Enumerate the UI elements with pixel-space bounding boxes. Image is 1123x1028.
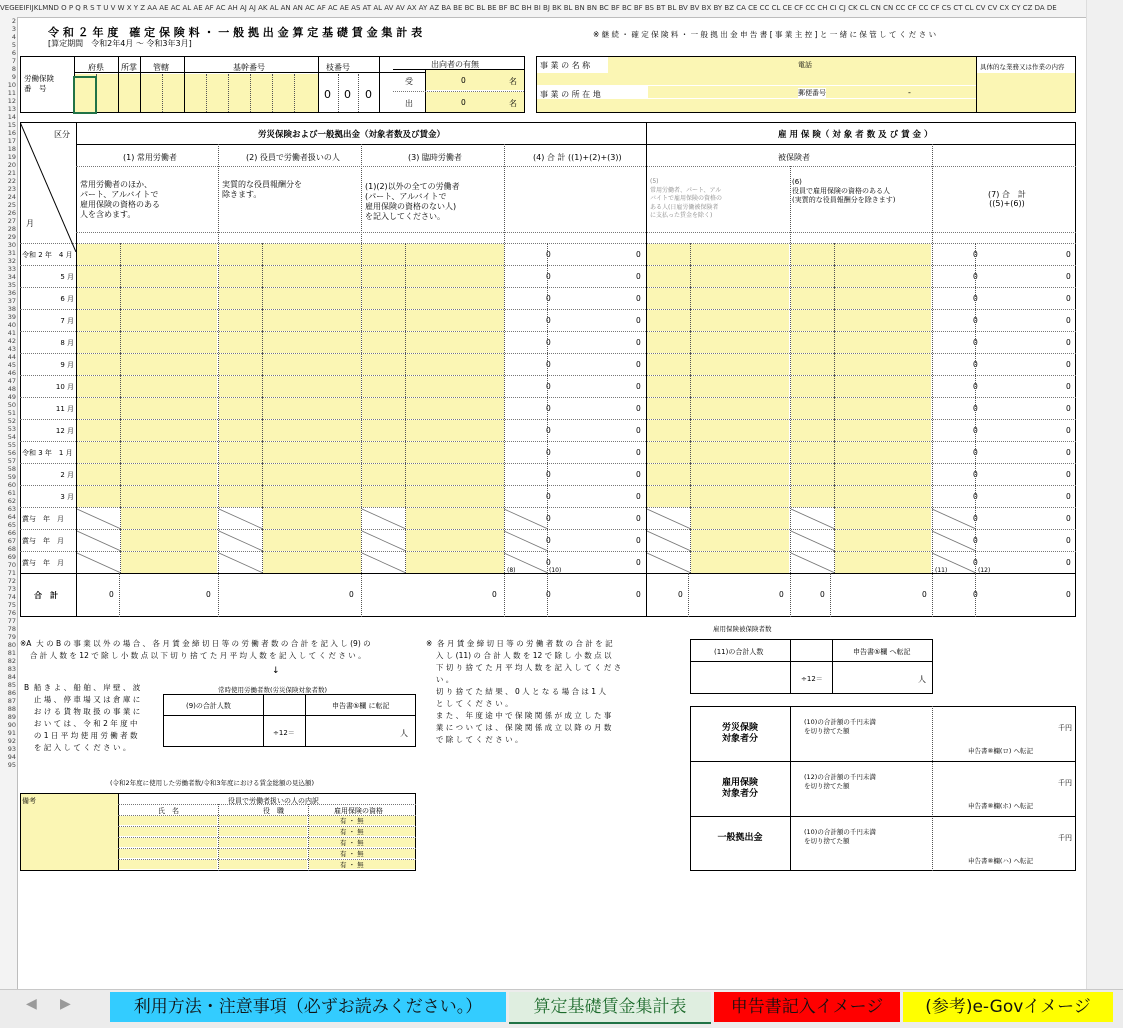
selected-cell[interactable] bbox=[73, 76, 97, 114]
total-zero-value: 0 bbox=[109, 590, 114, 599]
wage-input-cell[interactable] bbox=[406, 508, 504, 529]
business-content-input[interactable] bbox=[977, 73, 1075, 112]
dispatch-in-label: 受 bbox=[405, 77, 413, 86]
business-name-input[interactable] bbox=[608, 57, 976, 73]
zero-value: 0 bbox=[546, 338, 551, 347]
wage-input-cell[interactable] bbox=[219, 376, 361, 397]
zero-value: 0 bbox=[636, 360, 641, 369]
wage-input-cell[interactable] bbox=[647, 486, 789, 507]
zero-value: 0 bbox=[1066, 272, 1071, 281]
month-row-label: 10 月 bbox=[55, 383, 74, 391]
zero-value: 0 bbox=[636, 492, 641, 501]
zero-value: 0 bbox=[1066, 404, 1071, 413]
zero-value: 0 bbox=[1066, 360, 1071, 369]
wage-input-cell[interactable] bbox=[77, 464, 217, 485]
wage-input-cell[interactable] bbox=[77, 332, 217, 353]
zero-value: 0 bbox=[636, 448, 641, 457]
wage-input-cell[interactable] bbox=[835, 530, 931, 551]
wage-input-cell[interactable] bbox=[791, 244, 931, 265]
month-row-label: 5 月 bbox=[60, 273, 74, 281]
qualification-value: 有 ・ 無 bbox=[340, 861, 364, 869]
col1-desc: 常用労働者のほか、 パート、アルバイトで 雇用保険の資格のある 人を含めます。 bbox=[80, 180, 160, 219]
officers-col-name: 氏 名 bbox=[158, 807, 179, 815]
wage-input-cell[interactable] bbox=[835, 508, 931, 529]
wage-input-cell[interactable] bbox=[647, 310, 789, 331]
zero-value: 0 bbox=[973, 558, 978, 567]
dispatch-out-value: 0 bbox=[461, 98, 466, 107]
col-kankatsu: 管轄 bbox=[153, 63, 169, 72]
wage-input-cell[interactable] bbox=[691, 530, 789, 551]
col-prefecture: 府県 bbox=[88, 63, 104, 72]
zero-value: 0 bbox=[1066, 250, 1071, 259]
remarks-label: 備考 bbox=[22, 797, 36, 805]
wage-input-cell[interactable] bbox=[362, 442, 504, 463]
wage-input-cell[interactable] bbox=[77, 398, 217, 419]
month-row-label: 8 月 bbox=[60, 339, 74, 347]
zero-value: 0 bbox=[546, 492, 551, 501]
header-diagonal bbox=[20, 122, 76, 252]
zero-value: 0 bbox=[636, 536, 641, 545]
wage-input-cell[interactable] bbox=[647, 354, 789, 375]
summary-transfer: 申告書⑧欄(ホ) へ転記 bbox=[968, 802, 1033, 810]
zero-value: 0 bbox=[546, 360, 551, 369]
total-zero-value: 0 bbox=[349, 590, 354, 599]
col3-header: (3) 臨時労働者 bbox=[408, 153, 462, 162]
mark-10: (10) bbox=[549, 567, 562, 574]
wage-input-cell[interactable] bbox=[219, 266, 361, 287]
wage-input-cell[interactable] bbox=[362, 376, 504, 397]
hatched-cell bbox=[77, 507, 121, 529]
wage-input-cell[interactable] bbox=[791, 376, 931, 397]
qualification-value: 有 ・ 無 bbox=[340, 850, 364, 858]
month-row-label: 12 月 bbox=[55, 427, 74, 435]
col6-desc: (6) 役員で雇用保険の資格のある人 (実質的な役員報酬分を除きます) bbox=[792, 178, 896, 204]
officer-position-input[interactable] bbox=[219, 838, 307, 847]
hatched-cell bbox=[504, 529, 548, 551]
col2-header: (2) 役員で労働者扱いの人 bbox=[246, 153, 340, 162]
wage-input-cell[interactable] bbox=[263, 552, 361, 573]
zero-value: 0 bbox=[973, 492, 978, 501]
phone-label: 電話 bbox=[798, 61, 812, 69]
month-row-label: 令和 2 年 4 月 bbox=[22, 251, 73, 259]
hatched-cell bbox=[362, 529, 406, 551]
month-row-label: 3 月 bbox=[60, 493, 74, 501]
wage-input-cell[interactable] bbox=[791, 486, 931, 507]
hatched-cell bbox=[77, 551, 121, 573]
zip-label: 郵便番号 bbox=[798, 89, 826, 97]
zero-value: 0 bbox=[636, 338, 641, 347]
total-zero-value: 0 bbox=[678, 590, 683, 599]
total-zero-value: 0 bbox=[922, 590, 927, 599]
zero-value: 0 bbox=[1066, 470, 1071, 479]
col3-desc: (1)(2)以外の全ての労働者 (パート、アルバイトで 雇用保険の資格のない人) を記入してください。 bbox=[365, 182, 460, 221]
hatched-cell bbox=[647, 529, 691, 551]
zero-value: 0 bbox=[636, 558, 641, 567]
zero-value: 0 bbox=[973, 448, 978, 457]
hatched-cell bbox=[219, 507, 263, 529]
total-zero-value: 0 bbox=[546, 590, 551, 599]
dispatch-in-unit: 名 bbox=[509, 77, 517, 86]
zero-value: 0 bbox=[973, 250, 978, 259]
wage-input-cell[interactable] bbox=[263, 508, 361, 529]
vertical-scrollbar[interactable] bbox=[1086, 0, 1123, 989]
dispatch-out-unit: 名 bbox=[509, 99, 517, 108]
col5-desc: (5) 常用労働者、パート、アル バイトで雇用保険の資格の ある人(日雇労働被保険者 に支払った賃金を除く) bbox=[650, 178, 723, 219]
summary-desc: (10)の合計額の千円未満 を切り捨てた額 bbox=[804, 718, 876, 735]
hatched-cell bbox=[362, 507, 406, 529]
month-label: 月 bbox=[26, 219, 34, 228]
wage-input-cell[interactable] bbox=[77, 354, 217, 375]
wage-input-cell[interactable] bbox=[219, 244, 361, 265]
zero-value: 0 bbox=[546, 448, 551, 457]
wage-input-cell[interactable] bbox=[121, 508, 217, 529]
sheet-tab-bar bbox=[0, 989, 1123, 1028]
wage-input-cell[interactable] bbox=[791, 354, 931, 375]
note-c: ※ 各 月 賃 金 締 切 日 等 の 労 働 者 数 の 合 計 を 記 入 し (11) の 合 計 人 数 を 12 で 除 し 小 数 点 以 下 切 り 捨 て た 月 平 均 人 数 を 記 入 し て く だ さ い 。 切 り 捨 て た 結 果 、 0 人 と な る 場 合 は 1 人 と し て く だ さ い 。 ま た 、 年 度 途 中 で 保 険 関 係 が 成 立 し た 事 業 に つ い て は 、 保 険 関 係 成 立 以 降 の 月 数 で 除 し て く だ さ い 。 bbox=[426, 639, 622, 744]
zero-value: 0 bbox=[1066, 316, 1071, 325]
employment-insurance-title: 雇 用 保 険（ 対 象 者 数 及 び 賃 金 ） bbox=[778, 130, 933, 140]
hatched-cell bbox=[791, 551, 835, 573]
wage-input-cell[interactable] bbox=[791, 266, 931, 287]
month-row-label: 賞与 年 月 bbox=[22, 559, 64, 567]
dispatch-out-label: 出 bbox=[405, 99, 413, 108]
wage-input-cell[interactable] bbox=[77, 442, 217, 463]
business-name-input-2[interactable] bbox=[537, 73, 976, 85]
officer-name-input[interactable] bbox=[119, 816, 217, 825]
keep-note: ※ 継 続 ・ 確 定 保 険 料 ・ 一 般 拠 出 金 申 告 書 [ 事 業 主 控 ] と 一 緒 に 保 管 し て く だ さ い bbox=[593, 30, 937, 39]
business-content-label: 具体的な業務又は作業の内容 bbox=[980, 63, 1065, 71]
wage-input-cell[interactable] bbox=[219, 464, 361, 485]
hatched-cell bbox=[932, 507, 976, 529]
wage-input-cell[interactable] bbox=[77, 486, 217, 507]
zero-value: 0 bbox=[546, 316, 551, 325]
hatched-cell bbox=[647, 507, 691, 529]
officer-position-input[interactable] bbox=[219, 827, 307, 836]
summary-label: 労災保険 対象者分 bbox=[721, 723, 758, 744]
business-name-label: 事 業 の 名 称 bbox=[540, 61, 591, 70]
note-arrow: ↓ bbox=[272, 666, 280, 676]
zero-value: 0 bbox=[973, 426, 978, 435]
month-row-label: 6 月 bbox=[60, 295, 74, 303]
wage-input-cell[interactable] bbox=[362, 354, 504, 375]
hatched-cell bbox=[77, 529, 121, 551]
wage-input-cell[interactable] bbox=[647, 420, 789, 441]
wage-input-cell[interactable] bbox=[362, 464, 504, 485]
dispatch-title: 出向者の有無 bbox=[431, 60, 479, 69]
zero-value: 0 bbox=[636, 316, 641, 325]
wage-input-cell[interactable] bbox=[219, 354, 361, 375]
zero-value: 0 bbox=[973, 470, 978, 479]
wage-input-cell[interactable] bbox=[121, 530, 217, 551]
wage-input-cell[interactable] bbox=[219, 442, 361, 463]
tab-wage-summary[interactable]: 算定基礎賃金集計表 bbox=[509, 992, 711, 1024]
emp-avg-div: ÷12＝ bbox=[801, 675, 823, 683]
summary-unit: 千円 bbox=[1058, 834, 1072, 842]
total-zero-value: 0 bbox=[636, 590, 641, 599]
officer-name-input[interactable] bbox=[119, 860, 217, 869]
mark-8: (8) bbox=[507, 567, 516, 574]
wage-input-cell[interactable] bbox=[77, 420, 217, 441]
tab-scroll-left-icon[interactable]: ◀ bbox=[26, 996, 37, 1012]
zero-value: 0 bbox=[636, 470, 641, 479]
wage-input-cell[interactable] bbox=[791, 310, 931, 331]
officers-col-qualification: 雇用保険の資格 bbox=[334, 807, 383, 815]
emp-avg-unit: 人 bbox=[918, 675, 926, 684]
col-kikan: 基幹番号 bbox=[233, 63, 265, 72]
summary-desc: (12)の合計額の千円未満 を切り捨てた額 bbox=[804, 773, 876, 790]
hatched-cell bbox=[791, 529, 835, 551]
zero-value: 0 bbox=[546, 558, 551, 567]
hatched-cell bbox=[647, 551, 691, 573]
col-branch: 枝番号 bbox=[326, 63, 350, 72]
branch-digit-1: 0 bbox=[324, 88, 331, 101]
wage-input-cell[interactable] bbox=[219, 486, 361, 507]
hatched-cell bbox=[932, 529, 976, 551]
zero-value: 0 bbox=[973, 338, 978, 347]
officer-position-input[interactable] bbox=[219, 860, 307, 869]
zero-value: 0 bbox=[636, 272, 641, 281]
zero-value: 0 bbox=[546, 382, 551, 391]
zero-value: 0 bbox=[636, 514, 641, 523]
month-row-label: 9 月 bbox=[60, 361, 74, 369]
insured-header: 被保険者 bbox=[778, 153, 810, 162]
zero-value: 0 bbox=[546, 470, 551, 479]
tab-egov-image[interactable]: (参考)e-Govイメージ bbox=[903, 992, 1113, 1022]
wage-input-cell[interactable] bbox=[362, 398, 504, 419]
business-address-input-2[interactable] bbox=[537, 99, 976, 112]
wage-input-cell[interactable] bbox=[219, 398, 361, 419]
zero-value: 0 bbox=[973, 360, 978, 369]
officer-name-input[interactable] bbox=[119, 827, 217, 836]
wage-input-cell[interactable] bbox=[647, 464, 789, 485]
hatched-cell bbox=[219, 551, 263, 573]
mark-11: (11) bbox=[935, 567, 948, 574]
month-row-label: 令和 3 年 1 月 bbox=[22, 449, 73, 457]
summary-label: 一般拠出金 bbox=[717, 833, 763, 843]
note-b: B 船 き よ 、 船 舶 、 岸 壁 、 波 止 場 、 停 車 場 又 は 倉 庫 に お け る 貨 物 取 扱 の 事 業 に お い て は 、 令 和 2 年 度 中 の 1 日 平 均 使 用 労 働 者 数 を 記 入 し て く だ さ い 。 bbox=[24, 683, 141, 752]
column-header[interactable]: VEGEEIFIJKLMND O P Q R S T U V W X Y Z AA AE AC AL AE AF AC AH AJ AJ AK AL AN AN AC AF AC AE AS AT AL AV AV AX AY AZ BA BE BC BL BE BF BC BH BI BJ BK BL BN BN BC BF BC BF BS BT BL BV BV BX BY BZ CA CE CC CL CE CF CC CH CI CJ CK CL CN CN CC CF CC CF CS CT CL CV CV CX CY CZ DA DE bbox=[0, 0, 1086, 18]
zero-value: 0 bbox=[636, 250, 641, 259]
officer-position-input[interactable] bbox=[219, 849, 307, 858]
col1-header: (1) 常用労働者 bbox=[123, 153, 177, 162]
zero-value: 0 bbox=[973, 272, 978, 281]
wage-input-cell[interactable] bbox=[647, 332, 789, 353]
zero-value: 0 bbox=[1066, 426, 1071, 435]
zero-value: 0 bbox=[636, 426, 641, 435]
qualification-value: 有 ・ 無 bbox=[340, 828, 364, 836]
wage-input-cell[interactable] bbox=[77, 244, 217, 265]
zero-value: 0 bbox=[546, 272, 551, 281]
business-address-label: 事 業 の 所 在 地 bbox=[540, 90, 601, 99]
wage-input-cell[interactable] bbox=[791, 464, 931, 485]
month-row-label: 賞与 年 月 bbox=[22, 537, 64, 545]
avg-workers-unit: 人 bbox=[400, 729, 408, 738]
hatched-cell bbox=[504, 507, 548, 529]
wage-input-cell[interactable] bbox=[791, 332, 931, 353]
labor-insurance-title: 労災保険および一般拠出金（対象者数及び賃金） bbox=[258, 130, 446, 140]
wage-input-cell[interactable] bbox=[362, 288, 504, 309]
note-a: ※A 大 の B の 事 業 以 外 の 場 合 、 各 月 賃 金 締 切 日 等 の 労 働 者 数 の 合 計 を 記 入 し (9) の 合 計 人 数 を 12 で 除 し 小 数 点 以 下 切 り 捨 て た 月 平 均 人 数 を 記 入 し て く だ さ い 。 bbox=[20, 639, 371, 660]
wage-input-cell[interactable] bbox=[691, 508, 789, 529]
wage-input-cell[interactable] bbox=[362, 244, 504, 265]
month-row-label: 2 月 bbox=[60, 471, 74, 479]
wage-input-cell[interactable] bbox=[647, 288, 789, 309]
dispatch-in-value: 0 bbox=[461, 76, 466, 85]
hatched-cell bbox=[219, 529, 263, 551]
row-header[interactable]: 2 3 4 5 6 7 8 9 10 11 12 13 14 15 16 17 18 19 20 21 22 23 24 25 26 27 28 29 30 31 32 33 34 35 36 37 38 39 40 41 42 43 44 45 46 47 48 49 50 51 52 53 54 55 56 57 58 59 60 61 62 63 64 65 66 67 68 69 70 71 72 73 74 75 76 77 78 79 80 81 82 83 84 85 86 87 88 89 90 91 92 93 94 95 bbox=[0, 17, 18, 989]
total-zero-value: 0 bbox=[206, 590, 211, 599]
zero-value: 0 bbox=[1066, 492, 1071, 501]
avg-workers-col1: (9)の合計人数 bbox=[186, 702, 231, 710]
wage-input-cell[interactable] bbox=[77, 310, 217, 331]
wage-input-cell[interactable] bbox=[406, 552, 504, 573]
summary-desc: (10)の合計額の千円未満 を切り捨てた額 bbox=[804, 828, 876, 845]
zero-value: 0 bbox=[546, 250, 551, 259]
wage-input-cell[interactable] bbox=[121, 552, 217, 573]
wage-input-cell[interactable] bbox=[791, 398, 931, 419]
hatched-cell bbox=[362, 551, 406, 573]
wage-input-cell[interactable] bbox=[263, 530, 361, 551]
hatched-cell bbox=[791, 507, 835, 529]
zero-value: 0 bbox=[636, 294, 641, 303]
wage-input-cell[interactable] bbox=[77, 376, 217, 397]
zero-value: 0 bbox=[973, 316, 978, 325]
qualification-value: 有 ・ 無 bbox=[340, 817, 364, 825]
zero-value: 0 bbox=[1066, 338, 1071, 347]
wage-input-cell[interactable] bbox=[219, 288, 361, 309]
officer-name-input[interactable] bbox=[119, 838, 217, 847]
officer-name-input[interactable] bbox=[119, 849, 217, 858]
spreadsheet-grid[interactable] bbox=[18, 18, 1086, 989]
zero-value: 0 bbox=[973, 404, 978, 413]
wage-input-cell[interactable] bbox=[791, 442, 931, 463]
wage-input-cell[interactable] bbox=[647, 376, 789, 397]
wage-input-cell[interactable] bbox=[219, 310, 361, 331]
tab-declaration-image[interactable]: 申告書記入イメージ bbox=[714, 992, 900, 1022]
officer-position-input[interactable] bbox=[219, 816, 307, 825]
wage-input-cell[interactable] bbox=[77, 266, 217, 287]
zero-value: 0 bbox=[1066, 536, 1071, 545]
wage-input-cell[interactable] bbox=[791, 288, 931, 309]
emp-avg-col2: 申告書⑤欄 へ転記 bbox=[853, 648, 911, 656]
total-zero-value: 0 bbox=[492, 590, 497, 599]
month-row-label: 7 月 bbox=[60, 317, 74, 325]
wage-input-cell[interactable] bbox=[219, 332, 361, 353]
col7-desc: (7) 合 計 ((5)+(6)) bbox=[988, 190, 1026, 208]
zip-separator: - bbox=[908, 88, 911, 97]
wage-input-cell[interactable] bbox=[647, 442, 789, 463]
col-shosho: 所掌 bbox=[121, 63, 137, 72]
zero-value: 0 bbox=[1066, 382, 1071, 391]
col4-header: (4) 合 計 ((1)+(2)+(3)) bbox=[533, 153, 622, 162]
branch-digit-2: 0 bbox=[344, 88, 351, 101]
summary-unit: 千円 bbox=[1058, 779, 1072, 787]
avg-workers-div: ÷12＝ bbox=[273, 729, 295, 737]
zero-value: 0 bbox=[546, 294, 551, 303]
zero-value: 0 bbox=[973, 536, 978, 545]
wage-input-cell[interactable] bbox=[647, 398, 789, 419]
zero-value: 0 bbox=[973, 514, 978, 523]
emp-avg-col1: (11)の合計人数 bbox=[714, 648, 764, 656]
zero-value: 0 bbox=[973, 294, 978, 303]
period-label: [算定期間 令和2年4月 ～ 令和3年3月] bbox=[48, 39, 192, 48]
avg-workers-col2: 申告書⑤欄 に転記 bbox=[332, 702, 390, 710]
wage-input-cell[interactable] bbox=[691, 552, 789, 573]
emp-avg-title: 雇用保険被保険者数 bbox=[713, 625, 772, 633]
insurance-number-label: 労働保険 番 号 bbox=[24, 74, 54, 93]
summary-transfer: 申告書⑧欄(ロ) へ転記 bbox=[968, 747, 1033, 755]
zero-value: 0 bbox=[546, 514, 551, 523]
tab-usage-notes[interactable]: 利用方法・注意事項（必ずお読みください。） bbox=[110, 992, 506, 1022]
summary-unit: 千円 bbox=[1058, 724, 1072, 732]
kubun-label: 区分 bbox=[54, 130, 70, 139]
summary-transfer: 申告書⑧欄(ハ) へ転記 bbox=[968, 857, 1033, 865]
wage-input-cell[interactable] bbox=[791, 420, 931, 441]
total-zero-value: 0 bbox=[1066, 590, 1071, 599]
zero-value: 0 bbox=[546, 404, 551, 413]
wage-input-cell[interactable] bbox=[647, 266, 789, 287]
wage-input-cell[interactable] bbox=[362, 332, 504, 353]
total-zero-value: 0 bbox=[820, 590, 825, 599]
zero-value: 0 bbox=[1066, 294, 1071, 303]
zero-value: 0 bbox=[546, 536, 551, 545]
wage-input-cell[interactable] bbox=[362, 486, 504, 507]
wage-input-cell[interactable] bbox=[835, 552, 931, 573]
zero-value: 0 bbox=[1066, 514, 1071, 523]
zero-value: 0 bbox=[546, 426, 551, 435]
zero-value: 0 bbox=[1066, 558, 1071, 567]
wage-input-cell[interactable] bbox=[362, 420, 504, 441]
summary-label: 雇用保険 対象者分 bbox=[721, 778, 758, 799]
month-row-label: 賞与 年 月 bbox=[22, 515, 64, 523]
mark-12: (12) bbox=[978, 567, 991, 574]
branch-digit-3: 0 bbox=[365, 88, 372, 101]
wage-input-cell[interactable] bbox=[219, 420, 361, 441]
zero-value: 0 bbox=[636, 382, 641, 391]
zero-value: 0 bbox=[1066, 448, 1071, 457]
wage-input-cell[interactable] bbox=[406, 530, 504, 551]
wage-input-cell[interactable] bbox=[362, 310, 504, 331]
wage-input-cell[interactable] bbox=[647, 244, 789, 265]
wage-input-cell[interactable] bbox=[77, 288, 217, 309]
officers-col-position: 役 職 bbox=[263, 807, 284, 815]
avg-workers-title: 常時使用労働者数(労災保険対象者数) bbox=[218, 686, 328, 694]
total-zero-value: 0 bbox=[779, 590, 784, 599]
insurance-number-input[interactable] bbox=[74, 74, 319, 112]
col2-desc: 実質的な役員報酬分を 除きます。 bbox=[222, 180, 302, 199]
tab-scroll-right-icon[interactable]: ▶ bbox=[60, 996, 71, 1012]
zero-value: 0 bbox=[973, 382, 978, 391]
qualification-value: 有 ・ 無 bbox=[340, 839, 364, 847]
zero-value: 0 bbox=[636, 404, 641, 413]
month-row-label: 11 月 bbox=[55, 405, 74, 413]
officers-title: 役員で労働者扱いの人の内訳 bbox=[228, 797, 319, 805]
wage-input-cell[interactable] bbox=[362, 266, 504, 287]
page-title: 令 和 ２ 年 度 確 定 保 険 料 ・ 一 般 拠 出 金 算 定 基 礎 賃 金 集 計 表 bbox=[48, 26, 423, 39]
total-label: 合 計 bbox=[34, 591, 58, 600]
officers-caption: (令和2年度に使用した労働者数/令和3年度における賃金総額の見込額) bbox=[110, 779, 315, 787]
total-zero-value: 0 bbox=[973, 590, 978, 599]
